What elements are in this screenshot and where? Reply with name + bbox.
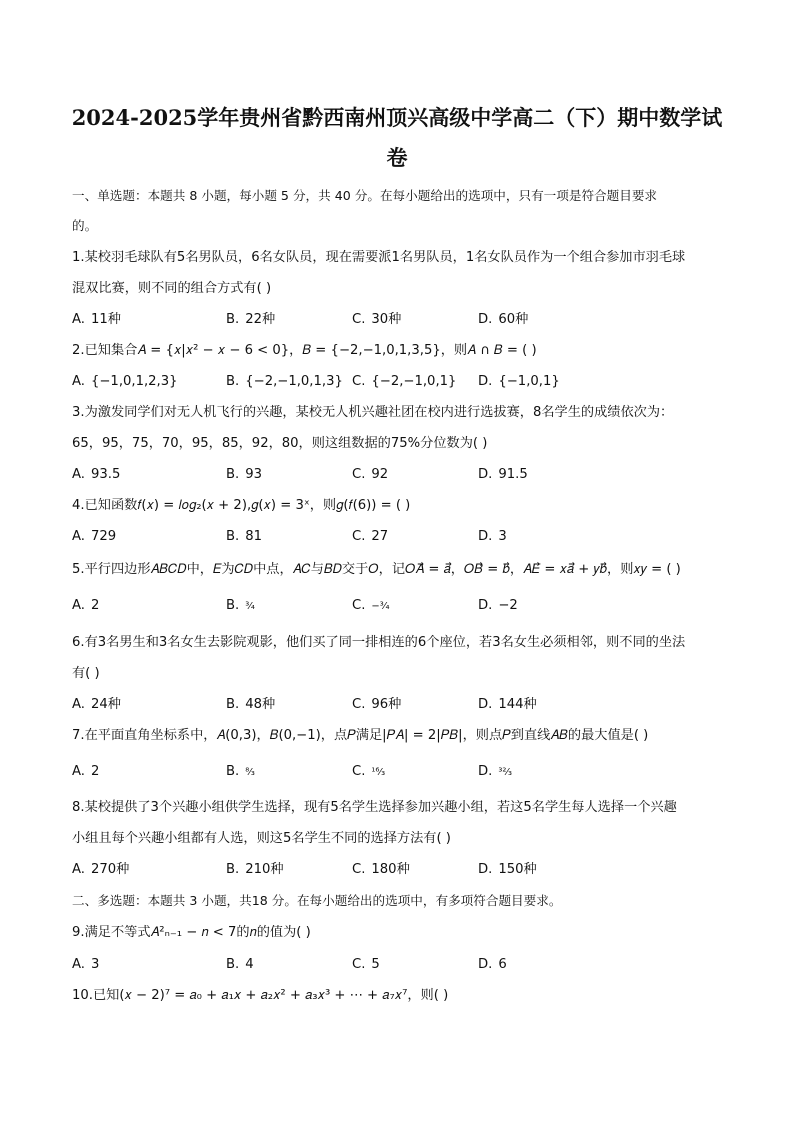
option-a: A. {−1,0,1,2,3} [72,374,178,389]
question-3-options [72,466,732,484]
option-c: C. 5 [352,957,380,972]
option-d: D. −2 [478,598,518,613]
option-c: C. 27 [352,529,389,544]
option-a: A. 93.5 [72,467,121,482]
question-1-stem-continued: 混双比赛，则不同的组合方式有( ) [72,281,272,296]
section-heading-multiple-choice: 二、多选题：本题共 3 小题，共18 分。在每小题给出的选项中，有多项符合题目要求。 [72,893,562,908]
section-heading-single-choice: 一、单选题：本题共 8 小题，每小题 5 分，共 40 分。在每小题给出的选项中，只有一项是符合题目要求 [72,188,658,203]
question-1-options [72,311,732,329]
question-5-options [72,597,732,615]
question-10-stem: 10.已知(𝑥 − 2)⁷ = 𝑎₀ + 𝑎₁𝑥 + 𝑎₂𝑥² + 𝑎₃𝑥³ + ⋯ + 𝑎₇𝑥⁷，则( ) [72,988,449,1003]
option-b: B. {−2,−1,0,1,3} [226,374,343,389]
option-c: C. ¹⁶⁄₃ [352,764,386,779]
option-d: D. {−1,0,1} [478,374,560,389]
question-4-options [72,528,732,546]
option-a: A. 2 [72,764,100,779]
question-6-stem: 6.有3名男生和3名女生去影院观影，他们买了同一排相连的6个座位，若3名女生必须相邻，则不同的坐法 [72,635,686,650]
option-a: A. 3 [72,957,100,972]
question-3-stem-continued: 65，95，75，70，95，85，92，80，则这组数据的75%分位数为( ) [72,436,488,451]
question-1-stem: 1.某校羽毛球队有5名男队员，6名女队员，现在需要派1名男队员，1名女队员作为一个组合参加市羽毛球 [72,250,686,265]
question-8-options [72,861,732,879]
option-b: B. 22种 [226,312,276,327]
question-7-options [72,763,732,781]
question-9-options [72,956,732,974]
option-a: A. 729 [72,529,117,544]
question-4-stem: 4.已知函数𝑓(𝑥) = 𝑙𝑜𝑔₂(𝑥 + 2),𝑔(𝑥) = 3ˣ，则𝑔(𝑓(6)) = ( ) [72,498,411,513]
option-b: B. ³⁄₄ [226,598,255,613]
option-a: A. 11种 [72,312,121,327]
question-2-options [72,373,732,391]
option-a: A. 270种 [72,862,130,877]
question-3-stem: 3.为激发同学们对无人机飞行的兴趣，某校无人机兴趣社团在校内进行选拔赛，8名学生的成绩依次为： [72,405,674,420]
option-c: C. 96种 [352,697,402,712]
option-c: C. −³⁄₄ [352,598,390,613]
option-c: C. 92 [352,467,389,482]
section-heading-single-choice-continued: 的。 [72,218,98,233]
option-a: A. 24种 [72,697,121,712]
option-b: B. ⁸⁄₃ [226,764,255,779]
option-d: D. 3 [478,529,507,544]
option-b: B. 4 [226,957,254,972]
question-2-stem: 2.已知集合𝐴 = {𝑥|𝑥² − 𝑥 − 6 < 0}，𝐵 = {−2,−1,0,1,3,5}，则𝐴 ∩ 𝐵 = ( ) [72,343,537,358]
question-8-stem: 8.某校提供了3个兴趣小组供学生选择，现有5名学生选择参加兴趣小组，若这5名学生每人选择一个兴趣 [72,800,677,815]
page-title: 2024-2025学年贵州省黔西南州顶兴高级中学高二（下）期中数学试 [71,105,723,130]
option-d: D. 144种 [478,697,537,712]
option-d: D. 6 [478,957,507,972]
option-b: B. 93 [226,467,263,482]
question-5-stem: 5.平行四边形𝐴𝐵𝐶𝐷中，𝐸为𝐶𝐷中点，𝐴𝐶与𝐵𝐷交于𝑂，记𝑂𝐴⃗ = 𝑎⃗，𝑂𝐵⃗ = 𝑏⃗，𝐴𝐸⃗ = 𝑥𝑎⃗ + 𝑦𝑏⃗，则𝑥𝑦 = ( ) [72,562,681,577]
option-d: D. 150种 [478,862,537,877]
question-8-stem-continued: 小组且每个兴趣小组都有人选，则这5名学生不同的选择方法有( ) [72,831,451,846]
option-c: C. 180种 [352,862,410,877]
question-9-stem: 9.满足不等式𝐴²ₙ₋₁ − 𝑛 < 7的𝑛的值为( ) [72,925,311,940]
option-b: B. 81 [226,529,263,544]
option-d: D. 91.5 [478,467,528,482]
question-6-options [72,696,732,714]
page-title-continued: 卷 [386,145,408,170]
option-b: B. 210种 [226,862,284,877]
option-a: A. 2 [72,598,100,613]
option-c: C. 30种 [352,312,402,327]
option-b: B. 48种 [226,697,276,712]
option-d: D. 60种 [478,312,529,327]
option-c: C. {−2,−1,0,1} [352,374,457,389]
question-6-stem-continued: 有( ) [72,666,100,681]
question-7-stem: 7.在平面直角坐标系中，𝐴(0,3)，𝐵(0,−1)，点𝑃满足|𝑃𝐴| = 2|𝑃𝐵|，则点𝑃到直线𝐴𝐵的最大值是( ) [72,728,649,743]
option-d: D. ³²⁄₃ [478,764,513,779]
